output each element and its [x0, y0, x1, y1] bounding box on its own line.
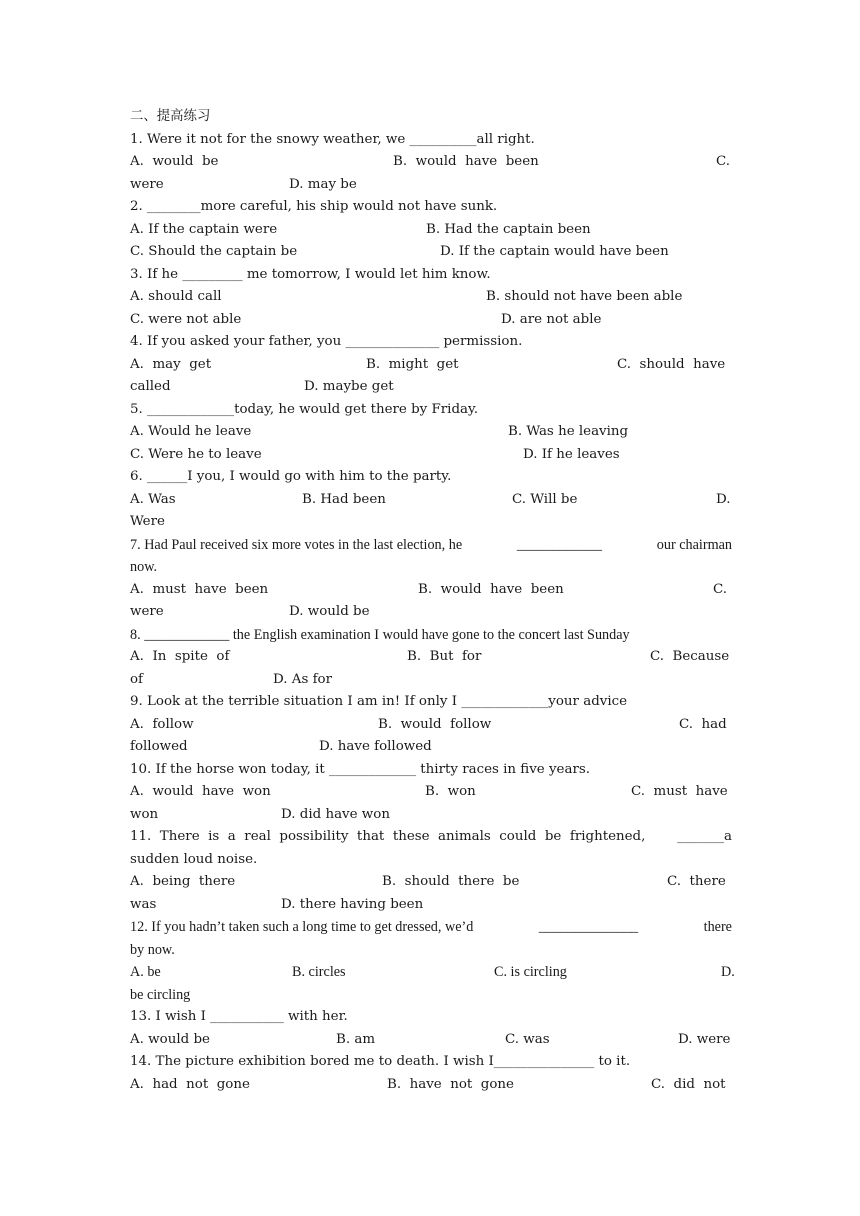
option-c: C. is circling [494, 964, 567, 980]
option-a: A. would be [130, 154, 219, 169]
question-10: 10. If the horse won today, it _____________ thirty races in five years. [130, 761, 590, 777]
option-d: D. If the captain would have been [440, 244, 669, 259]
option-a: A. being there [130, 874, 236, 889]
option-c: C. should have [617, 356, 726, 372]
question-9: 9. Look at the terrible situation I am in! If only I _____________your advice [130, 694, 628, 709]
option-c: C. [713, 581, 728, 597]
option-a: A. had not gone [130, 1076, 250, 1092]
option-a: A. If the captain were [130, 221, 278, 237]
option-b: B. might get [366, 356, 459, 372]
question-1-options-row-1 [130, 151, 732, 174]
question-6: 6. ______I you, I would go with him to the party. [130, 469, 452, 484]
option-c-text: of [130, 671, 144, 687]
option-a: A. would be [130, 1031, 210, 1047]
option-a: A. In spite of [130, 649, 230, 664]
option-a: A. be [130, 964, 161, 980]
question-7-options-row-2 [130, 601, 732, 624]
option-d: D. did have won [281, 806, 390, 822]
question-12-text-end: there [703, 919, 732, 935]
option-c: C. Because [650, 649, 730, 664]
option-d: D. have followed [319, 739, 432, 754]
question-12-options-row-1 [130, 961, 735, 984]
question-12 [130, 916, 732, 939]
question-11-text-end: _______a [677, 829, 732, 844]
option-c-text: called [130, 379, 171, 394]
option-c: C. had [679, 716, 727, 732]
question-14: 14. The picture exhibition bored me to death. I wish I_______________ to it. [130, 1054, 631, 1069]
option-d: D. [716, 491, 731, 507]
question-1-options-row-2 [130, 174, 732, 197]
question-14-options-row-1 [130, 1074, 732, 1097]
question-3-options-row-2 [130, 309, 732, 332]
option-a: A. Would he leave [130, 424, 252, 439]
question-12-option-d-text: be circling [130, 986, 191, 1003]
question-8: 8. ____________ the English examination I would have gone to the concert last Sunday [130, 626, 630, 643]
question-6-options-row-1 [130, 489, 732, 512]
option-c: C. Were he to leave [130, 446, 262, 462]
question-8-options-row-2 [130, 669, 732, 692]
section-heading: 二、提高练习 [130, 109, 211, 124]
question-13: 13. I wish I ___________ with her. [130, 1009, 348, 1024]
option-c: C. [716, 154, 731, 169]
question-5-options-row-2 [130, 444, 732, 467]
question-9-options-row-2 [130, 736, 732, 759]
question-7-text-end: our chairman [656, 536, 732, 553]
question-4-options-row-1 [130, 354, 732, 377]
question-2-options-row-2 [130, 241, 732, 264]
question-11-text: 11. There is a real possibility that these animals could be frightened, [130, 829, 646, 844]
question-10-options-row-2 [130, 804, 732, 827]
question-1: 1. Were it not for the snowy weather, we __________all right. [130, 131, 535, 147]
question-11-continued: sudden loud noise. [130, 851, 258, 867]
exercise-page [130, 106, 735, 1096]
question-7-options-row-1 [130, 579, 732, 602]
question-4-options-row-2 [130, 376, 732, 399]
option-c: C. Should the captain be [130, 244, 298, 259]
option-b: B. should there be [382, 874, 520, 889]
question-10-options-row-1 [130, 781, 732, 804]
question-7-continued: now. [130, 559, 158, 575]
option-a: A. follow [130, 716, 194, 732]
option-c: C. did not [651, 1076, 726, 1092]
option-d: D. there having been [281, 896, 424, 912]
option-b: B. Had the captain been [426, 221, 591, 237]
option-c-text: was [130, 896, 157, 912]
option-d: D. If he leaves [523, 446, 620, 462]
option-c-text: won [130, 806, 159, 822]
option-b: B. have not gone [387, 1076, 514, 1092]
answer-blank: ______________ [538, 919, 639, 935]
question-3: 3. If he _________ me tomorrow, I would let him know. [130, 266, 491, 282]
option-a: A. must have been [130, 581, 269, 597]
question-4: 4. If you asked your father, you ______________ permission. [130, 334, 523, 349]
answer-blank: ____________ [516, 536, 602, 553]
option-d: D. may be [289, 176, 357, 192]
question-2: 2. ________more careful, his ship would not have sunk. [130, 199, 498, 214]
option-c: C. there [667, 874, 726, 889]
option-c: C. were not able [130, 311, 242, 327]
option-b: B. should not have been able [486, 289, 683, 304]
question-2-options-row-1 [130, 219, 732, 242]
question-13-options-row-1 [130, 1029, 732, 1052]
question-5-options-row-1 [130, 421, 732, 444]
option-b: B. But for [407, 649, 482, 664]
question-6-option-d-text: Were [130, 514, 165, 529]
option-a: A. may get [130, 356, 212, 372]
question-7-text: 7. Had Paul received six more votes in the last election, he [130, 536, 463, 553]
option-c-text: were [130, 176, 164, 192]
option-a: A. Was [130, 491, 176, 507]
option-c: C. was [505, 1031, 550, 1047]
question-11-options-row-2 [130, 894, 732, 917]
question-7 [130, 534, 732, 557]
question-11 [130, 826, 732, 849]
question-12-continued: by now. [130, 941, 175, 958]
option-b: B. would have been [393, 154, 539, 169]
question-3-options-row-1 [130, 286, 732, 309]
option-b: B. won [425, 784, 476, 799]
option-a: A. should call [130, 289, 222, 304]
option-b: B. Had been [302, 491, 386, 507]
option-b: B. circles [292, 964, 346, 980]
option-b: B. would follow [378, 716, 492, 732]
option-c-text: were [130, 604, 164, 619]
option-b: B. would have been [418, 581, 564, 597]
option-d: D. are not able [501, 311, 602, 327]
question-11-options-row-1 [130, 871, 732, 894]
option-a: A. would have won [130, 784, 271, 799]
option-d: D. were [678, 1031, 731, 1047]
question-8-options-row-1 [130, 646, 732, 669]
question-9-options-row-1 [130, 714, 732, 737]
question-5: 5. _____________today, he would get there by Friday. [130, 401, 479, 417]
option-b: B. am [336, 1031, 376, 1047]
option-c-text: followed [130, 739, 188, 754]
option-d: D. [721, 964, 735, 980]
option-d: D. As for [273, 671, 332, 687]
option-d: D. would be [289, 604, 370, 619]
option-b: B. Was he leaving [508, 424, 629, 439]
option-d: D. maybe get [304, 379, 394, 394]
option-c: C. Will be [512, 491, 578, 507]
question-12-text: 12. If you hadn’t taken such a long time to get dressed, we’d [130, 919, 474, 935]
option-c: C. must have [631, 784, 728, 799]
